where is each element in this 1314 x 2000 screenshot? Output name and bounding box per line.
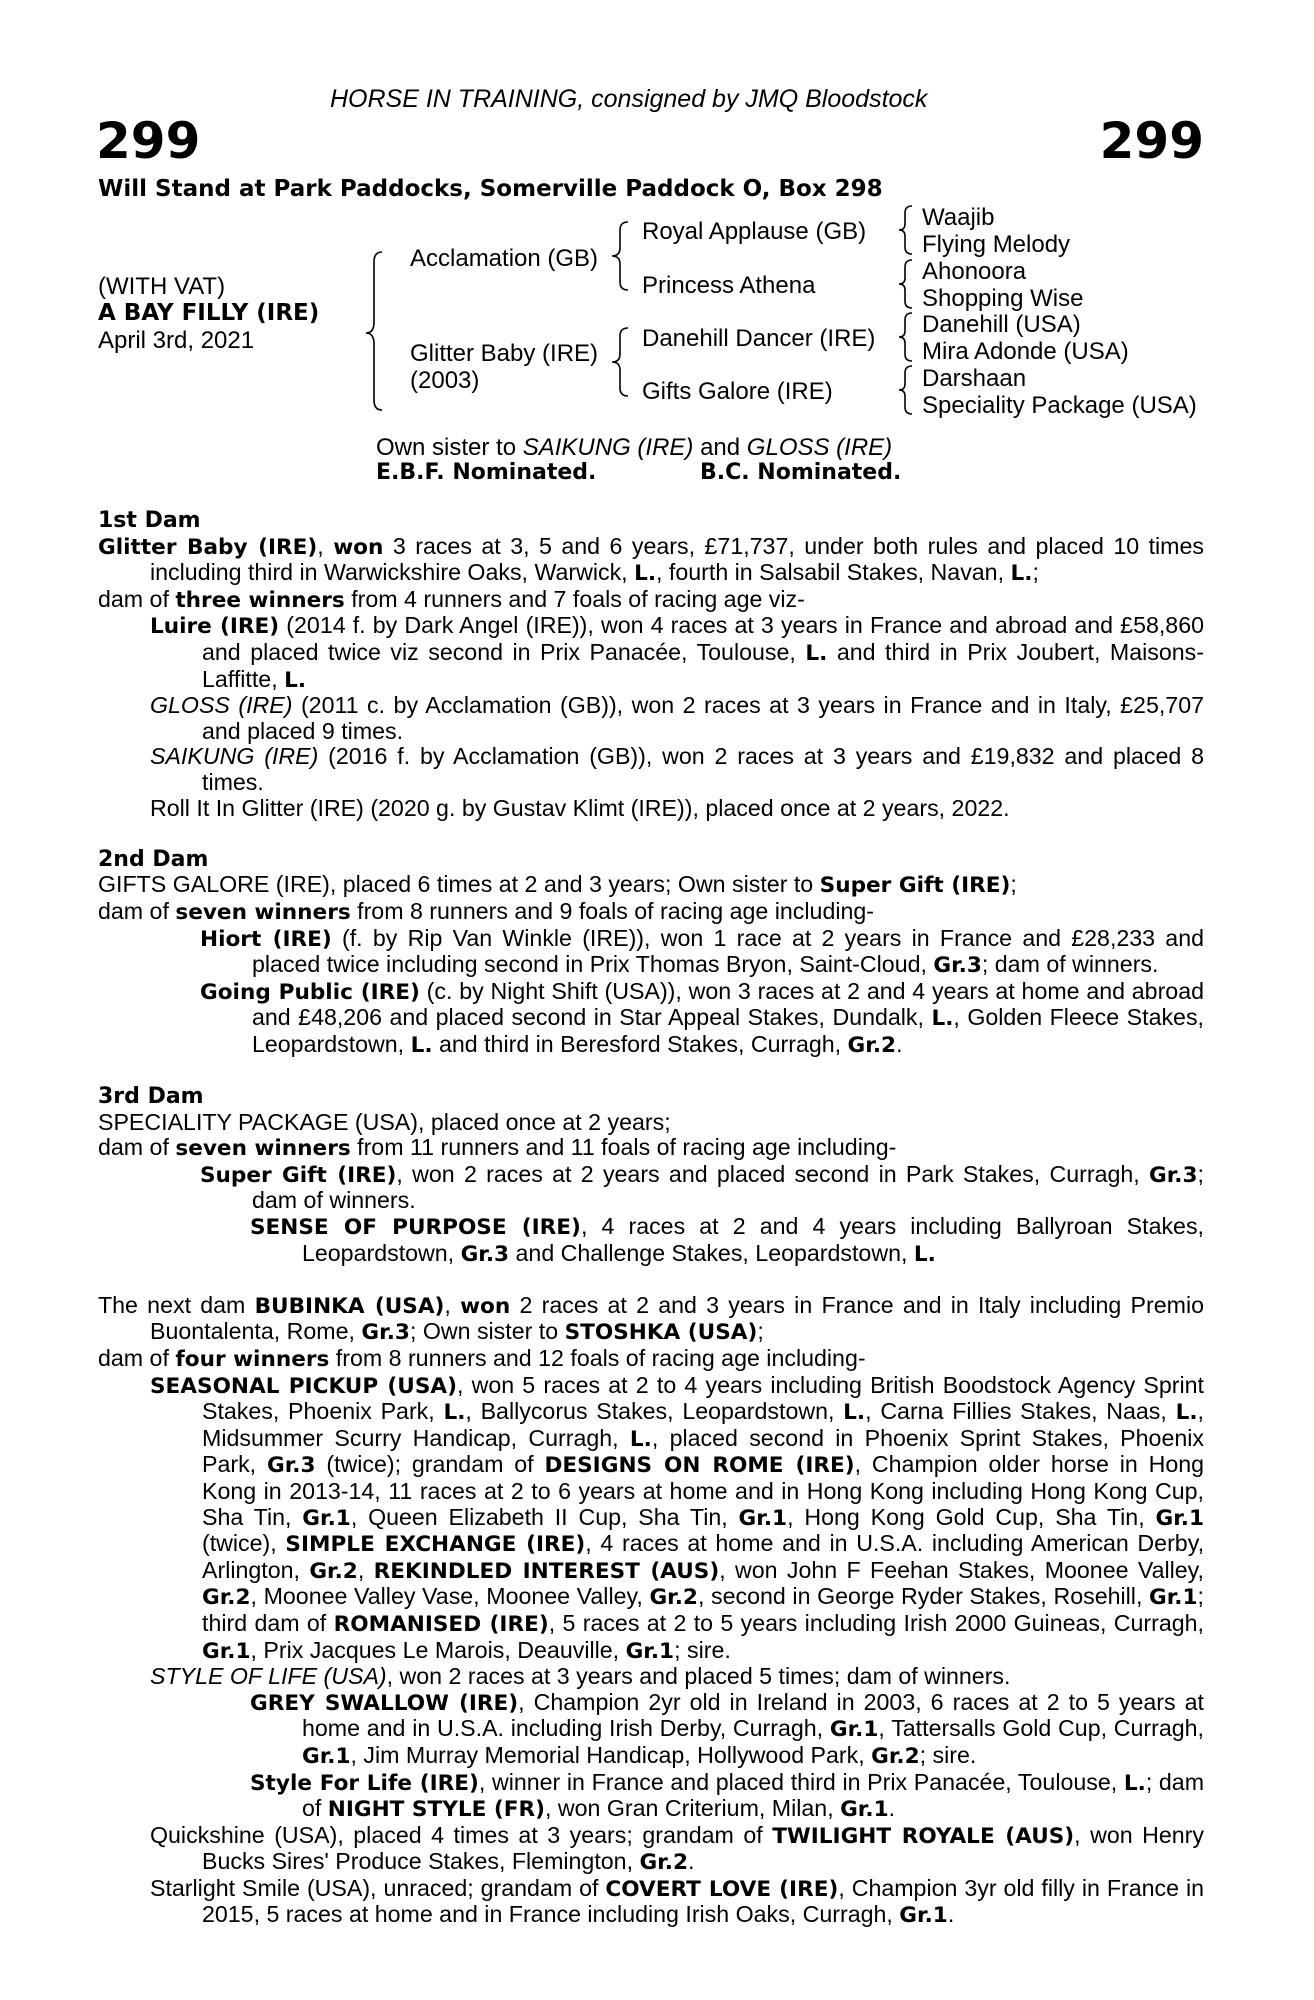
- progeny-entry: SAIKUNG (IRE) (2016 f. by Acclamation (GB)), won 2 races at 3 years and £19,832 and placed 8 times.: [150, 743, 1205, 795]
- progeny-entry: Roll It In Glitter (IRE) (2020 g. by Gustav Klimt (IRE)), placed once at 2 years, 2022.: [150, 794, 1010, 821]
- bc-nominated: B.C. Nominated.: [700, 460, 902, 485]
- grand-progeny-entry: GREY SWALLOW (IRE), Champion 2yr old in Ireland in 2003, 6 races at 2 to 5 years at home and in U.S.A. including Irish Derby, Curragh, Gr.1, Tattersalls Gold Cup, Curragh, Gr.1, Jim Murray Memorial Handicap, Hollywood Park, Gr.2; sire.: [250, 1688, 1205, 1769]
- pedigree-sire-dam: Princess Athena: [642, 272, 816, 299]
- progeny-entry: Super Gift (IRE), won 2 races at 2 years and placed second in Park Stakes, Curragh, Gr.3; dam of winners.: [200, 1160, 1204, 1214]
- ebf-nominated: E.B.F. Nominated.: [376, 460, 597, 485]
- grand-progeny-entry: Style For Life (IRE), winner in France and placed third in Prix Panacée, Toulouse, L.; dam of NIGHT STYLE (FR), won Gran Criterium, Milan, Gr.1.: [250, 1768, 1205, 1823]
- pedigree-g5: Danehill (USA): [922, 311, 1081, 338]
- lot-number-left: 299: [96, 112, 201, 170]
- vat-note: (WITH VAT): [98, 273, 226, 300]
- pedigree-dam-year: (2003): [410, 367, 480, 394]
- pedigree-g4: Shopping Wise: [922, 285, 1084, 312]
- pedigree-sire-sire: Royal Applause (GB): [642, 218, 867, 245]
- produce-record: [98, 508, 1204, 1929]
- catalogue-header: HORSE IN TRAINING, consigned by JMQ Bloodstock: [330, 85, 928, 113]
- pedigree-sire: Acclamation (GB): [410, 245, 599, 272]
- second-dam-entry: GIFTS GALORE (IRE), placed 6 times at 2 and 3 years; Own sister to Super Gift (IRE);: [98, 871, 1017, 899]
- second-dam-heading: 2nd Dam: [98, 846, 209, 872]
- progeny-entry: Hiort (IRE) (f. by Rip Van Winkle (IRE)), won 1 race at 2 years in France and £28,233 and placed twice including second in Prix Thomas Bryon, Saint-Cloud, Gr.3; dam of winners.: [200, 924, 1204, 979]
- first-dam-produce-summary: dam of three winners from 4 runners and 7 foals of racing age viz-: [98, 585, 805, 613]
- pedigree-g6: Mira Adonde (USA): [922, 338, 1129, 365]
- lot-number-right: 299: [1099, 112, 1204, 170]
- pedigree-dam-dam: Gifts Galore (IRE): [642, 378, 833, 405]
- stand-location: Will Stand at Park Paddocks, Somerville Paddock O, Box 298: [98, 176, 883, 202]
- grand-progeny-entry: SENSE OF PURPOSE (IRE), 4 races at 2 and 4 years including Ballyroan Stakes, Leopardstown, Gr.3 and Challenge Stakes, Leopardstown, L.: [250, 1213, 1204, 1267]
- third-dam-entry: SPECIALITY PACKAGE (USA), placed once at 2 years;: [98, 1108, 671, 1135]
- horse-dob: April 3rd, 2021: [98, 327, 255, 354]
- progeny-entry: Starlight Smile (USA), unraced; grandam of COVERT LOVE (IRE), Champion 3yr old filly in France in 2015, 5 races at home and in France including Irish Oaks, Curragh, Gr.1.: [150, 1874, 1204, 1929]
- progeny-entry: GLOSS (IRE) (2011 c. by Acclamation (GB)), won 2 races at 3 years in France and in Italy, £25,707 and placed 9 times.: [150, 692, 1204, 744]
- second-dam-produce-summary: dam of seven winners from 8 runners and 9 foals of racing age including-: [98, 897, 875, 925]
- pedigree-g7: Darshaan: [922, 365, 1027, 392]
- pedigree-g8: Speciality Package (USA): [922, 392, 1197, 419]
- first-dam-heading: 1st Dam: [98, 508, 201, 533]
- progeny-entry: Luire (IRE) (2014 f. by Dark Angel (IRE)), won 4 races at 3 years in France and abroad and £58,860 and placed twice viz second in Prix Panacée, Toulouse, L. and third in Prix Joubert, Maisons-Laffitte, L.: [150, 612, 1204, 693]
- pedigree-g3: Ahonoora: [922, 258, 1027, 285]
- first-dam-entry: Glitter Baby (IRE), won 3 races at 3, 5 and 6 years, £71,737, under both rules and placed 10 times including third in Warwickshire Oaks, Warwick, L., fourth in Salsabil Stakes, Navan, L.;: [98, 532, 1204, 587]
- next-dam-produce-summary: dam of four winners from 8 runners and 12 foals of racing age including-: [98, 1345, 866, 1372]
- progeny-entry: Quickshine (USA), placed 4 times at 3 years; grandam of TWILIGHT ROYALE (AUS), won Henry Bucks Sires' Produce Stakes, Flemington, Gr.2.: [150, 1821, 1205, 1876]
- horse-name: A BAY FILLY (IRE): [98, 300, 320, 326]
- pedigree-g2: Flying Melody: [922, 231, 1071, 258]
- third-dam-heading: 3rd Dam: [98, 1084, 204, 1110]
- pedigree-g1: Waajib: [922, 204, 995, 231]
- pedigree-dam: Glitter Baby (IRE): [410, 340, 599, 367]
- third-dam-produce-summary: dam of seven winners from 11 runners and 11 foals of racing age including-: [98, 1134, 897, 1162]
- pedigree-dam-sire: Danehill Dancer (IRE): [642, 325, 876, 352]
- progeny-entry: STYLE OF LIFE (USA), won 2 races at 3 years and placed 5 times; dam of winners.: [150, 1663, 1011, 1690]
- own-sister-note: Own sister to SAIKUNG (IRE) and GLOSS (IRE): [376, 434, 893, 461]
- progeny-entry: Going Public (IRE) (c. by Night Shift (USA)), won 3 races at 2 and 4 years at home and abroad and £48,206 and placed second in Star Appeal Stakes, Dundalk, L., Golden Fleece Stakes, Leopardstown, L. and third in Beresford Stakes, Curragh, Gr.2.: [200, 977, 1204, 1058]
- progeny-entry: SEASONAL PICKUP (USA), won 5 races at 2 to 4 years including British Boodstock Agency Sprint Stakes, Phoenix Park, L., Ballycorus Stakes, Leopardstown, L., Carna Fillies Stakes, Naas, L., Midsummer Scurry Handicap, Curragh, L., placed second in Phoenix Sprint Stakes, Phoenix Park, Gr.3 (twice); grandam of DESIGNS ON ROME (IRE), Champion older horse in Hong Kong in 2013-14, 11 races at 2 to 6 years at home and in Hong Kong including Hong Kong Cup, Sha Tin, Gr.1, Queen Elizabeth II Cup, Sha Tin, Gr.1, Hong Kong Gold Cup, Sha Tin, Gr.1 (twice), SIMPLE EXCHANGE (IRE), 4 races at home and in U.S.A. including American Derby, Arlington, Gr.2, REKINDLED INTEREST (AUS), won John F Feehan Stakes, Moonee Valley, Gr.2, Moonee Valley Vase, Moonee Valley, Gr.2, second in George Ryder Stakes, Rosehill, Gr.1; third dam of ROMANISED (IRE), 5 races at 2 to 5 years including Irish 2000 Guineas, Curragh, Gr.1, Prix Jacques Le Marois, Deauville, Gr.1; sire.: [150, 1371, 1205, 1664]
- next-dam-entry: The next dam BUBINKA (USA), won 2 races at 2 and 3 years in France and in Italy including Premio Buontalenta, Rome, Gr.3; Own sister to STOSHKA (USA);: [98, 1291, 1204, 1346]
